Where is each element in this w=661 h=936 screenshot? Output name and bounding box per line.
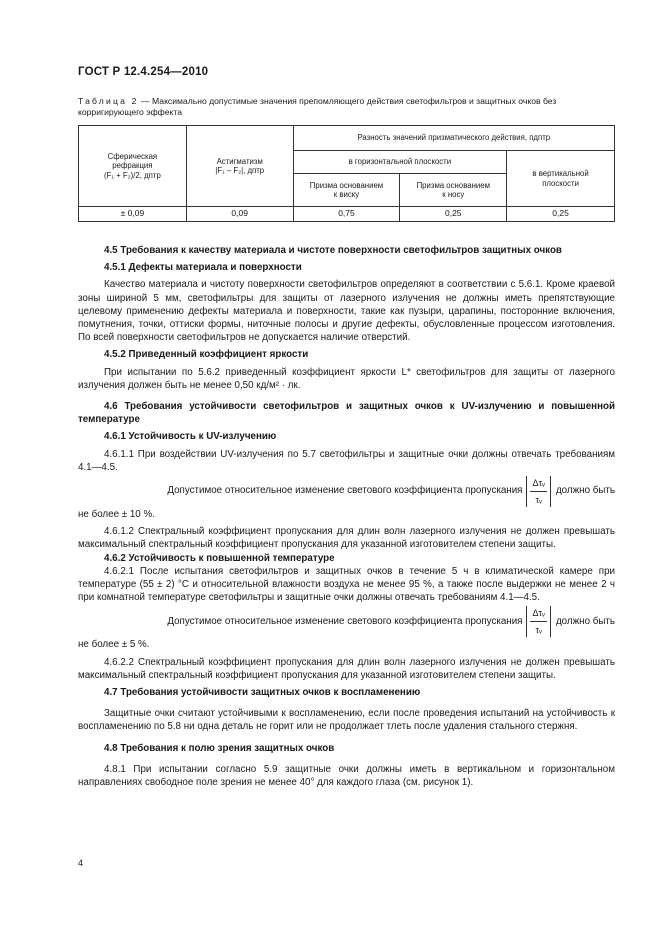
section-heading: 4.7 Требования устойчивости защитных очков к воспламенению (104, 687, 421, 699)
table-cell: 0,75 (293, 207, 400, 222)
paragraph: 4.6.2.2 Спектральный коэффициент пропускания для длин волн лазерного излучения не должен превышать максимальный спектральный коэффициент пропускания для указанной изготовителем степени защиты. (78, 656, 615, 681)
col-astigmatism-header: Астигматизм |F₁ – F₂|, дптр (186, 126, 293, 207)
page-number: 4 (78, 858, 84, 868)
formula-denominator: τᵥ (535, 624, 542, 635)
subsection-heading: 4.5.2 Приведенный коэффициент яркости (104, 349, 309, 361)
paragraph: Качество материала и чистоту поверхности светофильтров определяют в соответствии с 5.6.1. Кроме краевой зоны шириной 5 мм, светофильтры для защиты от лазерного излучения не должны иметь препятствующие целевому применению дефекты материала и поверхности, такие как пузыри, царапины, посторонние включения, помутнения, точки, оттиски формы, ниточные полосы и другие дефекты, обусловленные процессом изготовления. По всей поверхности светофильтров не допускается наличие отверстий. (78, 279, 615, 344)
limit-text: не более ± 5 %. (78, 639, 150, 651)
formula-text: Допустимое относительное изменение светового коэффициента пропускания (167, 615, 523, 627)
table-cell: ± 0,09 (79, 207, 187, 222)
formula-text: Допустимое относительное изменение светового коэффициента пропускания (167, 485, 523, 497)
subsection-heading: 4.6.2 Устойчивость к повышенной температуре (104, 552, 335, 564)
prism-temple-header: Призма основанием к виску (293, 174, 400, 207)
section-heading: 4.8 Требования к полю зрения защитных очков (104, 742, 335, 754)
subsection-heading: 4.6.1 Устойчивость к UV-излучению (104, 431, 277, 443)
subsection-heading: 4.5.1 Дефекты материала и поверхности (104, 262, 302, 274)
paragraph: 4.6.2.1 После испытания светофильтров и защитных очков в течение 5 ч в климатической камере при температуре (55 ± 2) °С и относительной влажности воздуха не менее 95 %, а также после выдержки не менее 2 ч при комнатной температуре светофильтры и защитные очки должны отвечать требованиям 4.1—4.5. (78, 565, 615, 604)
paragraph: 4.6.1.2 Спектральный коэффициент пропускания для длин волн лазерного излучения не должен превышать максимальный спектральный коэффициент пропускания для указанной изготовителем степени защиты. (78, 526, 615, 551)
prism-group-header: Разность значений призматического действия, пдптр (293, 126, 614, 151)
limit-text: не более ± 10 %. (78, 509, 155, 521)
horizontal-plane-header: в горизонтальной плоскости (293, 151, 507, 174)
formula-line (78, 474, 615, 508)
formula-tail: должно быть (555, 485, 615, 497)
prism-table (78, 125, 615, 222)
paragraph: Защитные очки считают устойчивыми к воспламенению, если после проведения испытаний на устойчивость к воспламенению по 5.8 ни одна деталь не горит или не продолжает тлеть после удаления стального стержня. (78, 708, 615, 733)
formula-numerator: Δτᵥ (530, 606, 546, 622)
table-cell: 0,25 (507, 207, 615, 222)
formula-denominator: τᵥ (535, 494, 542, 505)
paragraph: При испытании по 5.6.2 приведенный коэффициент яркости L* светофильтров для защиты от лазерного излучения должен быть не менее 0,50 кд/м² · лк. (78, 366, 615, 391)
table-caption-label: Таблица 2 (78, 96, 139, 106)
document-header: ГОСТ Р 12.4.254—2010 (78, 66, 209, 78)
section-heading: 4.6 Требования устойчивости светофильтров и защитных очков к UV-излучению и повышенной температуре (78, 401, 615, 426)
formula-fraction (526, 476, 550, 507)
document-body (78, 244, 615, 789)
formula-tail: должно быть (555, 615, 615, 627)
col-spherical-header: Сферическая рефракция (F₁ + F₂)/2, дптр (79, 126, 187, 207)
formula-numerator: Δτᵥ (530, 476, 546, 492)
vertical-plane-header: в вертикальной плоскости (507, 151, 615, 207)
section-heading: 4.5 Требования к качеству материала и чистоте поверхности светофильтров защитных очков (104, 245, 562, 256)
paragraph: 4.8.1 При испытании согласно 5.9 защитные очки должны иметь в вертикальном и горизонтальном направлениях свободное поле зрения не менее 40° для каждого глаза (см. рисунок 1). (78, 763, 615, 789)
table-cell: 0,25 (400, 207, 507, 222)
formula-line (78, 604, 615, 638)
table-cell: 0,09 (186, 207, 293, 222)
table-caption-text: — Максимально допустимые значения препомляющего действия светофильтров и защитных очков без корригирующего эффекта (78, 96, 557, 117)
prism-nose-header: Призма основанием к носу (400, 174, 507, 207)
table-row (79, 207, 615, 222)
paragraph: 4.6.1.1 При воздействии UV-излучения по 5.7 светофильтры и защитные очки должны отвечать требованиям 4.1—4.5. (78, 448, 615, 473)
table-caption (78, 96, 618, 118)
formula-fraction (526, 606, 550, 637)
